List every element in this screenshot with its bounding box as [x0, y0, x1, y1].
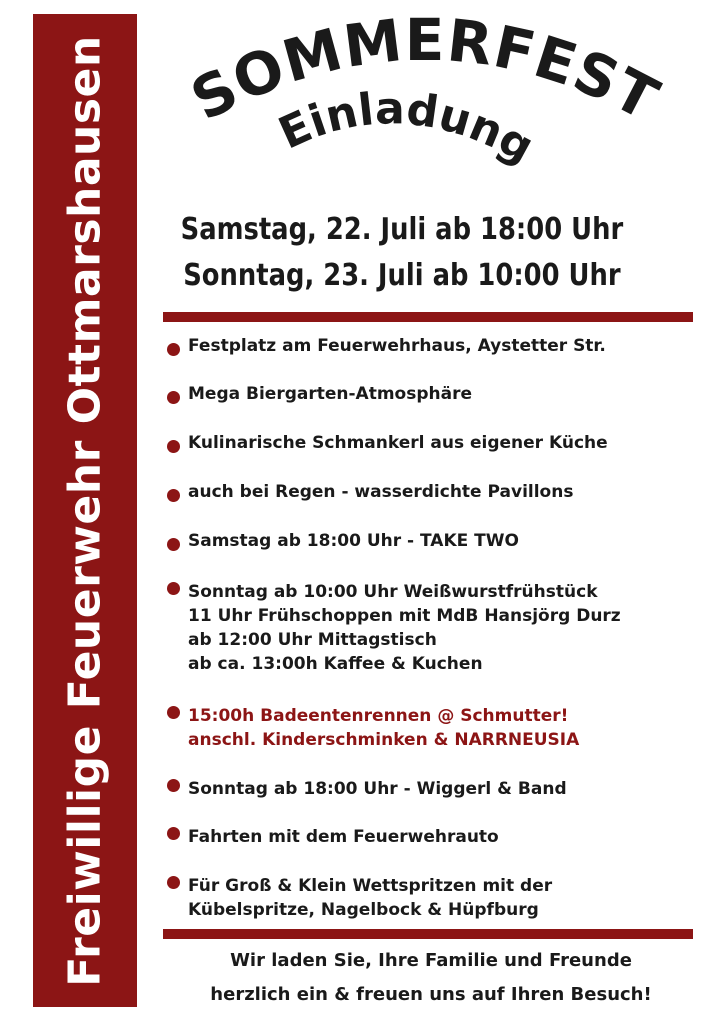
item-line: Sonntag ab 18:00 Uhr - Wiggerl & Band: [188, 779, 567, 799]
item-line: Kulinarische Schmankerl aus eigener Küche: [188, 433, 608, 453]
bullet-icon: [167, 876, 180, 889]
date-sunday: Sonntag, 23. Juli ab 10:00 Uhr: [183, 258, 621, 293]
footer-line: herzlich ein & freuen uns auf Ihren Besuch!: [210, 984, 652, 1005]
invitation-text: [176, 944, 686, 1012]
item-line: Kübelspritze, Nagelbock & Hüpfburg: [188, 900, 539, 920]
bullet-icon: [167, 706, 180, 719]
bullet-icon: [167, 827, 180, 840]
bullet-icon: [167, 582, 180, 595]
item-line: ab ca. 13:00h Kaffee & Kuchen: [188, 654, 483, 674]
footer-line: Wir laden Sie, Ihre Familie und Freunde: [230, 950, 632, 971]
bullet-icon: [167, 343, 180, 356]
item-line: Mega Biergarten-Atmosphäre: [188, 384, 472, 404]
item-line: ab 12:00 Uhr Mittagstisch: [188, 630, 437, 650]
item-line: Festplatz am Feuerwehrhaus, Aystetter Str.: [188, 336, 606, 356]
organization-name: Freiwillige Feuerwehr Ottmarshausen: [59, 34, 111, 987]
header-title-area: [140, 0, 720, 200]
bullet-icon: [167, 391, 180, 404]
item-line: anschl. Kinderschminken & NARRNEUSIA: [188, 730, 580, 750]
date-saturday: Samstag, 22. Juli ab 18:00 Uhr: [180, 212, 624, 247]
bullet-icon: [167, 779, 180, 792]
item-line: auch bei Regen - wasserdichte Pavillons: [188, 482, 574, 502]
event-subtitle: Einladung: [271, 83, 542, 174]
event-title: SOMMERFEST: [180, 5, 670, 134]
item-line: Sonntag ab 10:00 Uhr Weißwurstfrühstück: [188, 582, 598, 602]
sidebar-banner: [33, 14, 137, 1007]
item-line: 11 Uhr Frühschoppen mit MdB Hansjörg Durz: [188, 606, 621, 626]
item-line: 15:00h Badeentenrennen @ Schmutter!: [188, 706, 569, 726]
item-line: Fahrten mit dem Feuerwehrauto: [188, 827, 499, 847]
item-line: Für Groß & Klein Wettspritzen mit der: [188, 876, 553, 896]
item-line: Samstag ab 18:00 Uhr - TAKE TWO: [188, 531, 519, 551]
bullet-icon: [167, 489, 180, 502]
divider-top: [163, 312, 693, 322]
divider-bottom: [163, 929, 693, 939]
bullet-icon: [167, 538, 180, 551]
bullet-icon: [167, 440, 180, 453]
